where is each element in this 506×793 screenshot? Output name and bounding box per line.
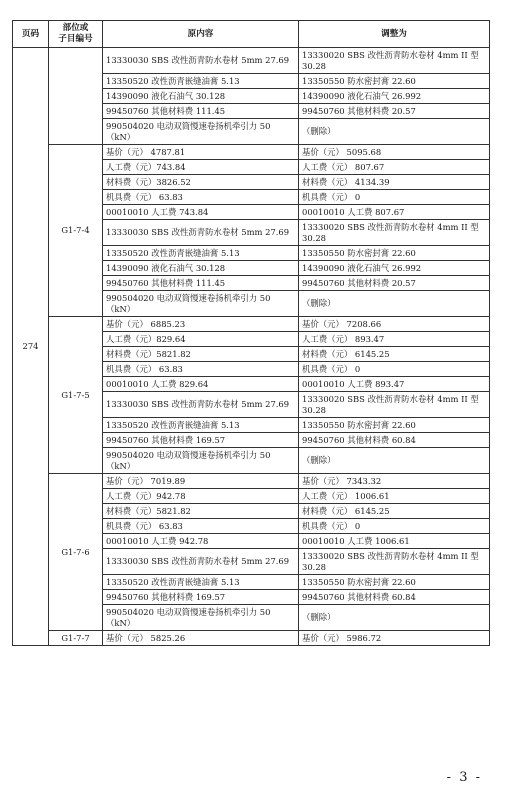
original-content-cell: 13330030 SBS 改性沥青防水卷材 5mm 27.69	[103, 220, 299, 246]
adjusted-content-cell: 机具费（元） 0	[299, 362, 490, 377]
original-content-cell: 材料费（元）5821.82	[103, 504, 299, 519]
table-row	[13, 631, 490, 646]
adjusted-content-cell: 13330020 SBS 改性沥青防水卷材 4mm II 型 30.28	[299, 48, 490, 74]
original-content-cell: 990504020 电动双筒慢速卷扬机牵引力 50（kN）	[103, 291, 299, 317]
original-content-cell: 990504020 电动双筒慢速卷扬机牵引力 50（kN）	[103, 605, 299, 631]
original-content-cell: 基价（元） 7019.89	[103, 474, 299, 489]
table-row	[13, 48, 490, 74]
adjusted-content-cell: 基价（元） 7343.32	[299, 474, 490, 489]
original-content-cell: 机具费（元） 63.83	[103, 519, 299, 534]
adjusted-content-cell: 99450760 其他材料费 60.84	[299, 433, 490, 448]
adjusted-content-cell: 13350550 防水密封膏 22.60	[299, 575, 490, 590]
table-row	[13, 474, 490, 489]
table-row	[13, 317, 490, 332]
original-content-cell: 00010010 人工费 829.64	[103, 377, 299, 392]
original-content-cell: 99450760 其他材料费 169.57	[103, 590, 299, 605]
original-content-cell: 材料费（元）3826.52	[103, 175, 299, 190]
original-content-cell: 13350520 改性沥青嵌缝油膏 5.13	[103, 575, 299, 590]
adjusted-content-cell: 13350550 防水密封膏 22.60	[299, 418, 490, 433]
adjusted-content-cell: 13330020 SBS 改性沥青防水卷材 4mm II 型 30.28	[299, 392, 490, 418]
original-content-cell: 13330030 SBS 改性沥青防水卷材 5mm 27.69	[103, 549, 299, 575]
page-number-cell: 274	[13, 48, 49, 646]
adjusted-content-cell: 机具费（元） 0	[299, 190, 490, 205]
original-content-cell: 人工费（元）942.78	[103, 489, 299, 504]
sub-item-code-cell	[49, 48, 103, 145]
original-content-cell: 机具费（元） 63.83	[103, 362, 299, 377]
adjusted-content-cell: （删除）	[299, 448, 490, 474]
adjusted-content-cell: （删除）	[299, 119, 490, 145]
original-content-cell: 990504020 电动双筒慢速卷扬机牵引力 50（kN）	[103, 119, 299, 145]
header-sub-item-line2: 子目编号	[58, 34, 93, 44]
adjusted-content-cell: 13350550 防水密封膏 22.60	[299, 246, 490, 261]
header-sub-item-line1: 部位或	[62, 23, 89, 33]
original-content-cell: 13350520 改性沥青嵌缝油膏 5.13	[103, 246, 299, 261]
header-page: 页码	[13, 21, 49, 48]
page-footer-number: - 3 -	[446, 770, 482, 785]
original-content-cell: 99450760 其他材料费 111.45	[103, 104, 299, 119]
original-content-cell: 00010010 人工费 743.84	[103, 205, 299, 220]
original-content-cell: 基价（元） 6885.23	[103, 317, 299, 332]
adjusted-content-cell: 99450760 其他材料费 60.84	[299, 590, 490, 605]
adjusted-content-cell: 人工费（元） 1006.61	[299, 489, 490, 504]
adjusted-content-cell: 材料费（元） 6145.25	[299, 504, 490, 519]
original-content-cell: 00010010 人工费 942.78	[103, 534, 299, 549]
table-header-row	[13, 21, 490, 48]
sub-item-code-cell: G1-7-6	[49, 474, 103, 631]
adjusted-content-cell: 00010010 人工费 807.67	[299, 205, 490, 220]
original-content-cell: 13330030 SBS 改性沥青防水卷材 5mm 27.69	[103, 392, 299, 418]
adjusted-content-cell: 14390090 液化石油气 26.992	[299, 89, 490, 104]
adjusted-content-cell: 材料费（元） 6145.25	[299, 347, 490, 362]
adjusted-content-cell: 基价（元） 7208.66	[299, 317, 490, 332]
original-content-cell: 99450760 其他材料费 169.57	[103, 433, 299, 448]
original-content-cell: 基价（元） 5825.26	[103, 631, 299, 646]
adjusted-content-cell: 材料费（元） 4134.39	[299, 175, 490, 190]
adjustment-table	[12, 20, 490, 646]
adjusted-content-cell: 13330020 SBS 改性沥青防水卷材 4mm II 型 30.28	[299, 220, 490, 246]
adjusted-content-cell: 00010010 人工费 893.47	[299, 377, 490, 392]
adjusted-content-cell: 人工费（元） 893.47	[299, 332, 490, 347]
original-content-cell: 990504020 电动双筒慢速卷扬机牵引力 50（kN）	[103, 448, 299, 474]
adjusted-content-cell: 99450760 其他材料费 20.57	[299, 104, 490, 119]
original-content-cell: 14390090 液化石油气 30.128	[103, 261, 299, 276]
header-sub-item	[49, 21, 103, 48]
sub-item-code-cell: G1-7-5	[49, 317, 103, 474]
adjusted-content-cell: 人工费（元） 807.67	[299, 160, 490, 175]
original-content-cell: 材料费（元）5821.82	[103, 347, 299, 362]
adjusted-content-cell: 00010010 人工费 1006.61	[299, 534, 490, 549]
header-original: 原内容	[103, 21, 299, 48]
adjusted-content-cell: 基价（元） 5095.68	[299, 145, 490, 160]
sub-item-code-cell: G1-7-4	[49, 145, 103, 317]
original-content-cell: 99450760 其他材料费 111.45	[103, 276, 299, 291]
original-content-cell: 人工费（元）743.84	[103, 160, 299, 175]
adjusted-content-cell: 机具费（元） 0	[299, 519, 490, 534]
original-content-cell: 基价（元） 4787.81	[103, 145, 299, 160]
original-content-cell: 人工费（元）829.64	[103, 332, 299, 347]
adjusted-content-cell: 13350550 防水密封膏 22.60	[299, 74, 490, 89]
adjusted-content-cell: 99450760 其他材料费 20.57	[299, 276, 490, 291]
original-content-cell: 14390090 液化石油气 30.128	[103, 89, 299, 104]
original-content-cell: 机具费（元） 63.83	[103, 190, 299, 205]
original-content-cell: 13350520 改性沥青嵌缝油膏 5.13	[103, 74, 299, 89]
adjusted-content-cell: （删除）	[299, 605, 490, 631]
table-body	[13, 48, 490, 646]
adjusted-content-cell: （删除）	[299, 291, 490, 317]
adjusted-content-cell: 14390090 液化石油气 26.992	[299, 261, 490, 276]
header-adjusted: 调整为	[299, 21, 490, 48]
original-content-cell: 13330030 SBS 改性沥青防水卷材 5mm 27.69	[103, 48, 299, 74]
sub-item-code-cell: G1-7-7	[49, 631, 103, 646]
table-row	[13, 145, 490, 160]
adjusted-content-cell: 基价（元） 5986.72	[299, 631, 490, 646]
adjusted-content-cell: 13330020 SBS 改性沥青防水卷材 4mm II 型 30.28	[299, 549, 490, 575]
original-content-cell: 13350520 改性沥青嵌缝油膏 5.13	[103, 418, 299, 433]
